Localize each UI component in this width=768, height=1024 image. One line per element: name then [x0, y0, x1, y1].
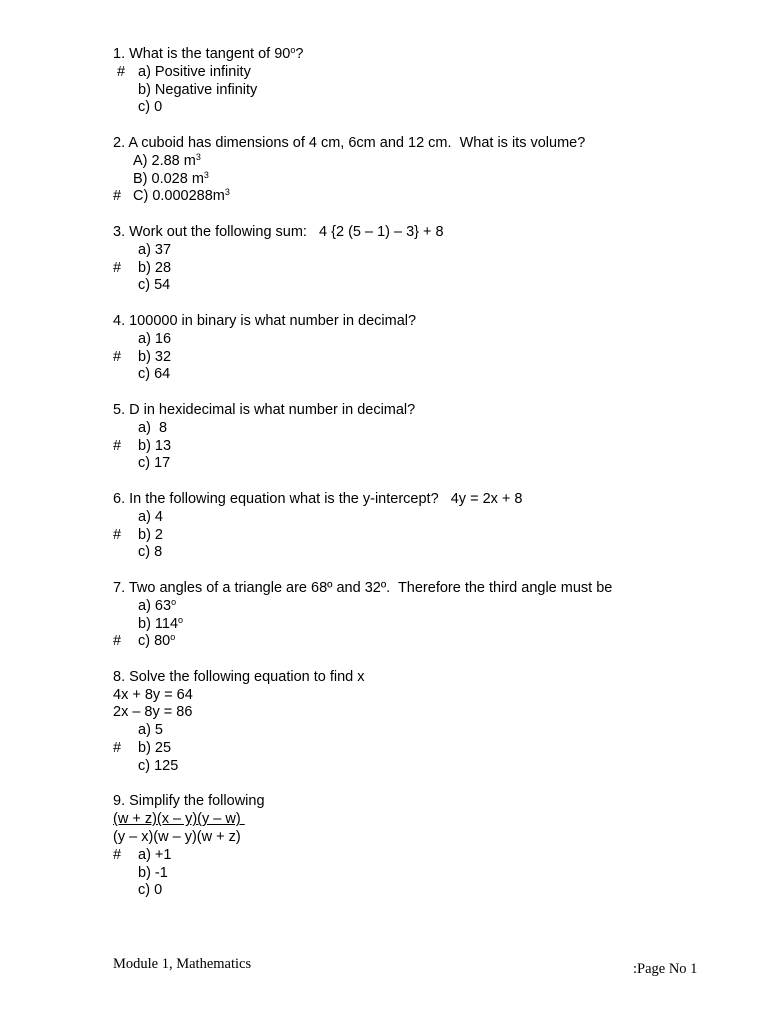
question-sheet [113, 46, 713, 900]
option-3b: # b) 28 [113, 259, 172, 276]
question-7-text: 7. Two angles of a triangle are 68º and 32º. Therefore the third angle must be [113, 579, 613, 596]
answer-mark: # [113, 437, 122, 454]
question-6-text: 6. In the following equation what is the y-intercept? 4y = 2x + 8 [113, 490, 523, 507]
option-5a: a) 8 [138, 419, 168, 436]
fraction-denominator: (y – x)(w – y)(w + z) [113, 829, 241, 846]
footer-module-title: Module 1, Mathematics [113, 956, 252, 972]
answer-mark: # [113, 188, 122, 205]
option-2c: # C) $0.000288m^3$ [113, 187, 230, 205]
option-5c: c) 17 [138, 455, 171, 472]
answer-mark: # [113, 633, 122, 650]
option-9a: # a) +1 [113, 846, 172, 863]
answer-mark: # [113, 63, 126, 80]
question-5-text: 5. D in hexidecimal is what number in decimal? [113, 401, 416, 418]
option-1b: b) Negative infinity [138, 81, 258, 98]
answer-mark: # [113, 526, 122, 543]
option-4b: # b) 32 [113, 348, 172, 365]
option-7b: b) 114$^o$ [138, 614, 184, 632]
question-9-text: 9. Simplify the following [113, 793, 265, 810]
option-3c: c) 54 [138, 277, 171, 294]
question-1-text: 1. What is the tangent of 90$^o$? [113, 45, 304, 62]
option-2a: A) 2.88 $m^3$ [133, 151, 201, 169]
option-6b: # b) 2 [113, 526, 163, 543]
option-1c: c) 0 [138, 99, 163, 116]
question-8-text: 8. Solve the following equation to find x [113, 668, 365, 685]
option-4c: c) 64 [138, 366, 171, 383]
footer-page-number: :Page No 1 [633, 961, 698, 977]
equation-1: 4x + 8y = 64 [113, 686, 193, 703]
option-4a: a) 16 [138, 330, 172, 347]
equation-2: 2x – 8y = 86 [113, 704, 193, 721]
option-9b: b) -1 [138, 864, 168, 881]
option-8a: a) 5 [138, 722, 163, 739]
question-4-text: 4. 100000 in binary is what number in decimal? [113, 312, 417, 329]
option-6c: c) 8 [138, 544, 163, 561]
fraction-numerator: (w + z)(x – y)(y – w) [113, 811, 245, 828]
option-7a: a) 63$^o$ [138, 596, 177, 614]
option-8b: # b) 25 [113, 740, 172, 757]
option-9c: c) 0 [138, 882, 163, 899]
option-2b: B) 0.028 $m^3$ [133, 169, 209, 187]
option-3a: a) 37 [138, 241, 172, 258]
option-8c: c) 125 [138, 757, 179, 774]
question-3-text: 3. Work out the following sum: 4 {2 (5 – 1) – 3} + 8 [113, 223, 444, 240]
answer-mark: # [113, 846, 122, 863]
answer-mark: # [113, 740, 122, 757]
answer-mark: # [113, 348, 122, 365]
question-2-text: 2. A cuboid has dimensions of 4 cm, 6cm and 12 cm. What is its volume? [113, 134, 586, 151]
answer-mark: # [113, 259, 122, 276]
option-1a: # a) Positive infinity [113, 63, 251, 80]
option-6a: a) 4 [138, 508, 163, 525]
option-5b: # b) 13 [113, 437, 172, 454]
option-7c: # c) 80$^o$ [113, 632, 176, 650]
